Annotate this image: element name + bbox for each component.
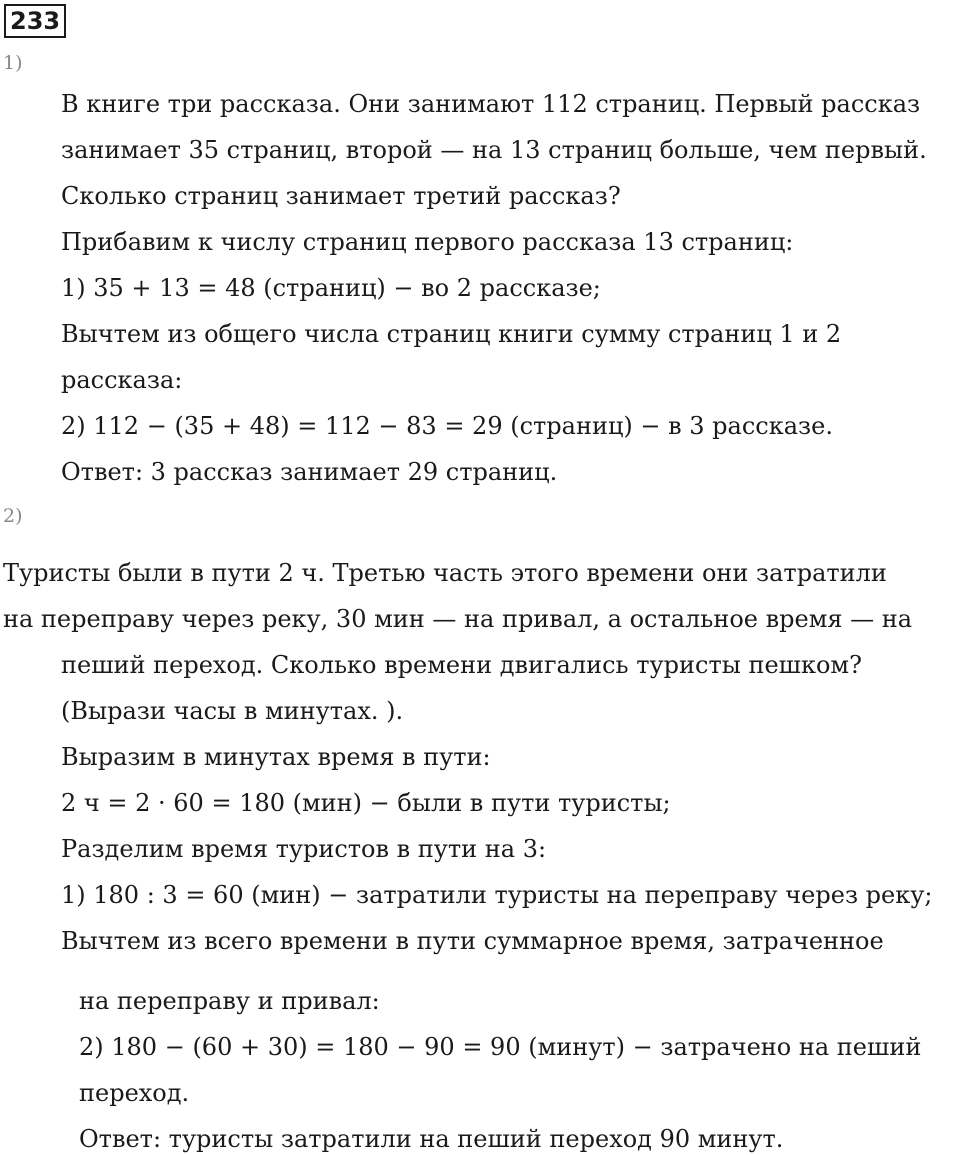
problem-number-box: 233 <box>4 4 66 38</box>
part1-line-1: В книге три рассказа. Они занимают 112 страниц. Первый рассказ <box>61 90 921 118</box>
part2-line-3: пеший переход. Сколько времени двигались туристы пешком? <box>61 651 862 679</box>
part2-line-7: Разделим время туристов в пути на 3: <box>61 835 547 863</box>
part1-marker: 1) <box>3 52 23 74</box>
part2-marker: 2) <box>3 505 23 527</box>
part1-line-7: рассказа: <box>61 366 183 394</box>
part2-line-12: переход. <box>79 1079 190 1107</box>
part2-line-4: (Вырази часы в минутах. ). <box>61 697 404 725</box>
part2-line-10: на переправу и привал: <box>79 987 380 1015</box>
part2-answer: Ответ: туристы затратили на пеший переход 90 минут. <box>79 1125 784 1153</box>
part1-line-4: Прибавим к числу страниц первого рассказа 13 страниц: <box>61 228 794 256</box>
part1-line-6: Вычтем из общего числа страниц книги сумму страниц 1 и 2 <box>61 320 842 348</box>
part2-line-1: Туристы были в пути 2 ч. Третью часть этого времени они затратили <box>3 559 887 587</box>
part1-line-5: 1) 35 + 13 = 48 (страниц) − во 2 рассказе; <box>61 274 601 302</box>
part2-line-2: на переправу через реку, 30 мин — на привал, а остальное время — на <box>3 605 913 633</box>
part1-line-2: занимает 35 страниц, второй — на 13 страниц больше, чем первый. <box>61 136 927 164</box>
part2-line-8: 1) 180 : 3 = 60 (мин) − затратили туристы на переправу через реку; <box>61 881 933 909</box>
part1-answer: Ответ: 3 рассказ занимает 29 страниц. <box>61 458 558 486</box>
part2-line-11: 2) 180 − (60 + 30) = 180 − 90 = 90 (минут) − затрачено на пеший <box>79 1033 922 1061</box>
part1-line-3: Сколько страниц занимает третий рассказ? <box>61 182 621 210</box>
part2-line-5: Выразим в минутах время в пути: <box>61 743 491 771</box>
part1-line-8: 2) 112 − (35 + 48) = 112 − 83 = 29 (страниц) − в 3 рассказе. <box>61 412 833 440</box>
part2-line-6: 2 ч = 2 · 60 = 180 (мин) − были в пути туристы; <box>61 789 671 817</box>
part2-line-9: Вычтем из всего времени в пути суммарное время, затраченное <box>61 927 884 955</box>
